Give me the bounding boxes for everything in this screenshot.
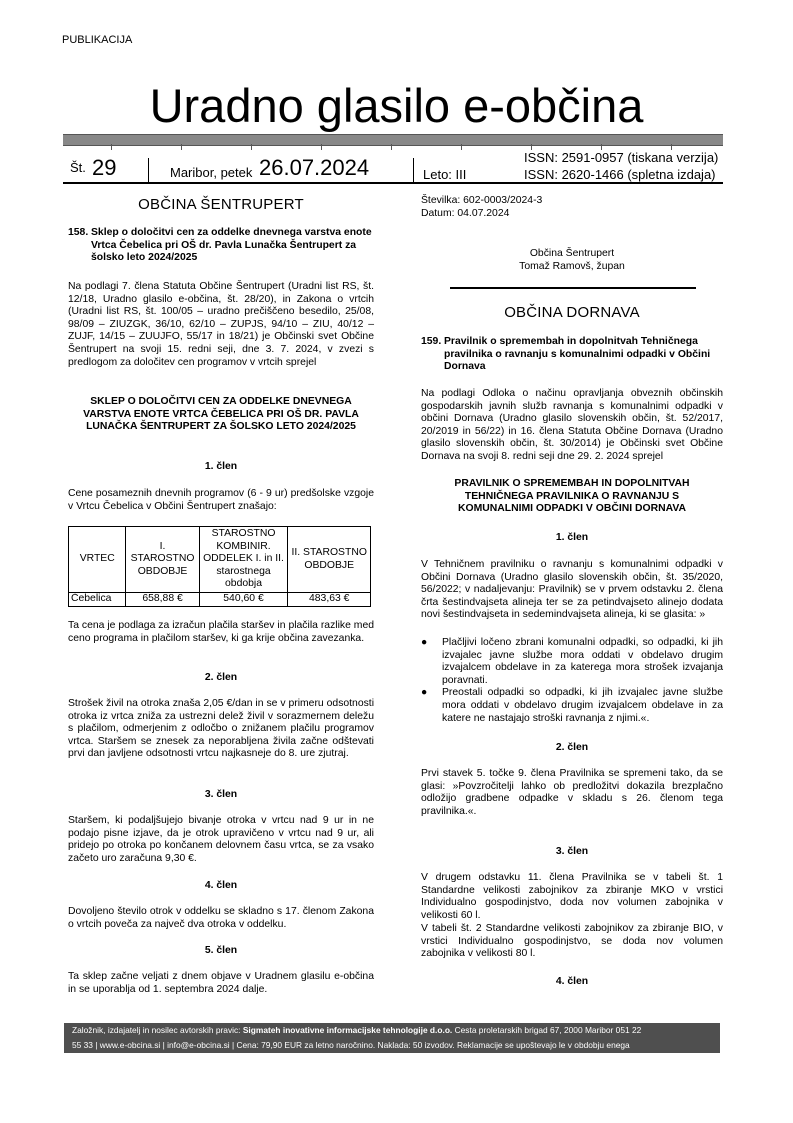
document-number: Številka: 602-0003/2024-3 [421,195,543,206]
bullet-icon: ● [421,637,428,648]
article-4-heading: 4. člen [555,976,589,987]
issn-print: ISSN: 2591-0957 (tiskana verzija) [524,150,719,165]
article-3-heading: 3. člen [555,846,589,857]
article-number: 159. [421,336,442,347]
regulation-title: PRAVILNIK O SPREMEMBAH IN DOPOLNITVAH TEHNIČNEGA PRAVILNIKA O RAVNANJU S KOMUNALNIMI ODPADKI V OBČINI DORNAVA [454,478,690,515]
header-divider [413,158,414,182]
article-4-heading: 4. člen [204,880,238,891]
decision-title: SKLEP O DOLOČITVI CEN ZA ODDELKE DNEVNEGA VARSTVA ENOTE VRTCA ČEBELICA PRI OŠ DR. PAVLA LUNAČKA ŠENTRUPERT ZA ŠOLSKO LETO 2024/2025 [83,396,359,433]
municipality-heading: OBČINA DORNAVA [504,304,640,321]
footer-company: Sigmateh inovativne informacijske tehnologije d.o.o. [242,1025,453,1035]
bullet-icon: ● [421,687,428,699]
table-cell: 540,60 € [199,593,288,607]
list-item-text: Preostali odpadki so odpadki, ki jih izvajalec javne službe mora oddati v obdelavo drugim izvajalcem obdelave in za katere ne nastajajo stroški ravnanja z njimi.«. [442,687,723,724]
table-cell: 658,88 € [126,593,199,607]
table-cell: 483,63 € [288,593,371,607]
article-2-heading: 2. člen [204,672,238,683]
article-title: Sklep o določitvi cen za oddelke dnevnega varstva enote Vrtca Čebelica pri OŠ dr. Pavla Lunačka Šentrupert za šolsko leto 2024/2025 [91,227,372,264]
footer-line-2: 55 33 | www.e-obcina.si | info@e-obcina.si | Cena: 79,90 EUR za letno naročnino. Naklada: 50 izvodov. Reklamacije se upoštevajo le v obdobju enega [72,1040,630,1050]
table-cell: Čebelica [69,593,126,607]
article-number: 158. [68,227,89,238]
article-5-heading: 5. člen [204,945,238,956]
preamble-text: Na podlagi 7. člena Statuta Občine Šentrupert (Uradni list RS, št. 12/18, Uradno glasilo e-občina, št. 28/20), in Zakona o vrtcih (Uradni list RS, št. 100/05 – uradno prečiščeno besedilo, 25/08, 98/09 – ZIUZGK, 36/10, 62/10 – ZUPJS, 94/10 – ZIU, 40/12 – ZUJF, 14/15 – ZUUJFO, 55/17 in 18/21) je Občinski svet Občine Šentrupert na svoji 15. redni seji, dne 3. 7. 2024, v zvezi s predlogom za določitev cen programov v vrtcih sprejel [68,281,374,368]
municipality-heading: OBČINA ŠENTRUPERT [138,196,304,213]
article-heading [421,336,723,374]
header-divider [148,158,149,182]
masthead-title: Uradno glasilo e-občina [149,79,644,132]
table-header: I. STAROSTNO OBDOBJE [126,527,199,593]
issue-number-label: Št. [70,160,86,175]
signature-name: Tomaž Ramovš, župan [519,261,625,272]
table-header: II. STAROSTNO OBDOBJE [288,527,371,593]
article-1-after-text: Ta cena je podlaga za izračun plačila staršev in plačila razlike med ceno programa in plačilom staršev, ki ga krije občina zavezanka. [68,620,374,644]
header-bottom-rule [63,182,723,184]
footer-lead: Založnik, izdajatelj in nosilec avtorskih pravic: [72,1025,243,1035]
document-date: Datum: 04.07.2024 [421,208,510,219]
amendment-list [421,637,723,725]
issue-year: Leto: III [423,167,467,182]
signature-organization: Občina Šentrupert [529,248,615,259]
article-1-text: V Tehničnem pravilniku o ravnanju s komunalnimi odpadki v Občini Dornava (Uradno glasilo slovenskih občin, št. 35/2020, 56/2022; v nadaljevanju: Pravilnik) se v prvem odstavku 2. člena črta šestindvajseta alineja ter se za petindvajseto alinejo dodata novi šestindvajseta in sedemindvajseta alineja, ki se glasita: » [421,559,723,621]
article-3-heading: 3. člen [204,789,238,800]
issue-date: 26.07.2024 [259,155,370,180]
article-2-text: Prvi stavek 5. točke 9. člena Pravilnika se spremeni tako, da se glasi: »Povzročitelji lahko ob predložitvi dokazila brezplačno odložijo gradbene odpadke v skladu s 26. členom tega pravilnika.«. [421,768,723,817]
article-5-text: Ta sklep začne veljati z dnem objave v Uradnem glasilu e-občina in se uporablja od 1. septembra 2024 dalje. [68,971,374,995]
article-3-text-a: V drugem odstavku 11. člena Pravilnika se v tabeli št. 1 Standardne velikosti zabojnikov za zbiranje MKO v vrstici Individualno gospodinjstvo, doda nov volumen zabojnika v velikosti 60 l. [421,872,723,921]
preamble-text: Na podlagi Odloka o načinu opravljanja obveznih občinskih gospodarskih javnih služb ravnanja s komunalnimi odpadki v občini Dornava (Uradno glasilo slovenskih občin, št. 52/2017, 20/2019 in 56/22) in 16. člena Statuta Občine Dornava (Uradno glasilo slovenskih občin, št. 30/2014) je Občinski svet Občine Dornava na svoji 8. redni seji dne 29. 2. 2024 sprejel [421,388,723,462]
article-1-text: Cene posameznih dnevnih programov (6 - 9 ur) predšolske vzgoje v Vrtcu Čebelica v Občini Šentrupert znašajo: [68,488,374,512]
article-3-text: Staršem, ki podaljšujejo bivanje otroka v vrtcu nad 9 ur in ne podajo pisne izjave, da je otrok upravičeno v vrtcu nad 9 ur, ali pridejo po otroka po končanem delovnem času vrtca, se za vsako začeto uro zaračuna 9,30 €. [68,815,374,864]
price-table [68,526,371,607]
article-2-text: Strošek živil na otroka znaša 2,05 €/dan in se v primeru odsotnosti otroka iz vrtca zniža za ustrezni delež živil v sorazmernem deležu s plačilom, odmerjenim z odločbo o znižanem plačilu programov vrtca. Staršem se znesek za neporabljena živila začne odštevati prvi dan javljene odsotnosti vrtcu najkasneje do 8. ure zjutraj. [68,698,374,760]
footer-address: Cesta proletarskih brigad 67, 2000 Maribor 051 22 [452,1025,642,1035]
table-header: STAROSTNO KOMBINIR. ODDELEK I. in II. starostnega obdobja [199,527,288,593]
article-2-heading: 2. člen [555,742,589,753]
section-divider [450,287,696,289]
article-3-text-b: V tabeli št. 2 Standardne velikosti zabojnikov za zbiranje BIO, v vrstici Individualno gospodinjstvo, se doda nov volumen zabojnika v velikosti 80 l. [421,923,723,960]
list-item [421,637,723,687]
publisher-footer [64,1023,720,1053]
article-heading [68,227,374,265]
article-1-heading: 1. člen [555,532,589,543]
article-title: Pravilnik o spremembah in dopolnitvah Tehničnega pravilnika o ravnanju s komunalnimi odpadki v Občini Dornava [444,336,711,373]
issue-place: Maribor, petek [170,165,253,180]
issn-online: ISSN: 2620-1466 (spletna izdaja) [524,167,716,182]
issue-number: 29 [92,155,117,180]
article-1-heading: 1. člen [204,461,238,472]
list-item [421,687,723,725]
article-4-text: Dovoljeno število otrok v oddelku se skladno s 17. členom Zakona o vrtcih poveča za največ dva otroka v oddelku. [68,906,374,930]
table-header: VRTEC [69,527,126,593]
publication-label: PUBLIKACIJA [62,34,133,46]
list-item-text: Plačljivi ločeno zbrani komunalni odpadki, so odpadki, ki jih izvajalec javne službe mora oddati v obdelavo drugim izvajalcem obdelave in za katerega mora strošek izvajanja poravnati. [442,637,723,686]
